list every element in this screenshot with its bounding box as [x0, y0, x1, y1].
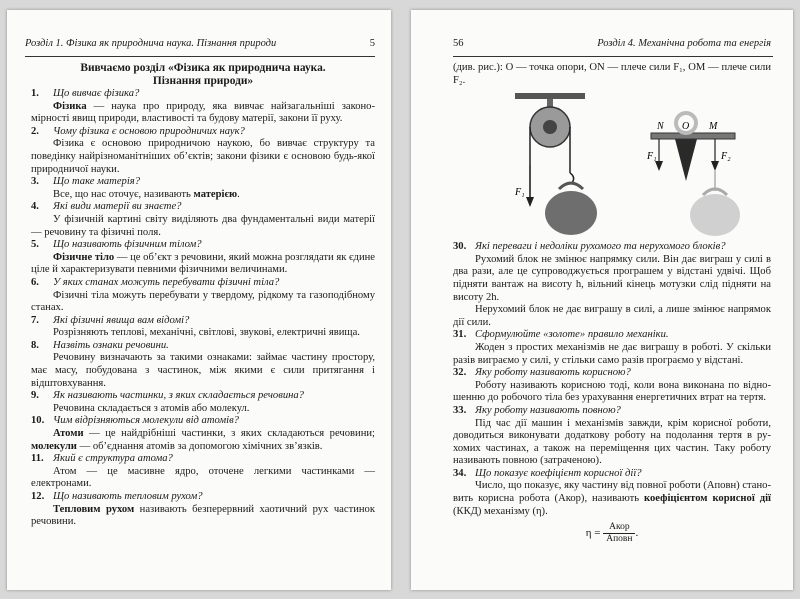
lever-force-f1-head	[655, 161, 663, 171]
pulley-lever-figure	[453, 91, 771, 239]
question-34: 34. Що показує коефіцієнт корисної дії?	[453, 467, 642, 479]
answer-30-p2: Нерухомий блок не дає виграшу в силі, а лише змінює напрямок дії сили.	[453, 304, 771, 328]
page-number: 56	[453, 38, 464, 49]
label-m: M	[709, 121, 718, 133]
answer-8: Речовину визначають за такими ознаками: займає частину простору, має масу, побудована з частинок, між якими є сили притягання і відштовхування.	[31, 352, 375, 389]
label-o: O	[682, 121, 690, 133]
question-1: 1. Що вивчає фізика?	[31, 88, 140, 99]
lever-weight	[690, 194, 740, 236]
lever-bar	[651, 133, 735, 139]
question-9: 9. Як називають частинки, з яких складається речовина?	[31, 390, 304, 402]
question-12: 12. Що називають тепловим рухом?	[31, 491, 203, 502]
question-33: 33. Яку роботу називають повною?	[453, 404, 621, 416]
efficiency-formula: η = $\frac{\text{Aкор}}{\text{Aповн}}$ .	[585, 522, 639, 545]
question-32: 32. Яку роботу називають корисною?	[453, 367, 631, 379]
answer-5: Фізичне тіло — це об’єкт з речовини, який можна розглядати як єдине ціле й характеризувати певними фізичними величинами.	[31, 251, 375, 276]
pulley-axle	[543, 120, 557, 134]
answer-11: Атом — це масивне ядро, оточене легкими частинками — електронами.	[31, 465, 375, 490]
label-n: N	[657, 121, 664, 133]
figure-svg	[453, 91, 771, 239]
question-8: 8. Назвіть ознаки речовини.	[31, 339, 169, 351]
right-body	[453, 62, 771, 545]
answer-10: Атоми — це найдрібніші частинки, з яких складаються речовини; молекули — об’єднання атомів за допомогою хімічних зв’язків.	[31, 428, 375, 452]
weight-handle	[559, 183, 583, 189]
figure-caption-text: (див. рис.): O — точка опори, ON — плече сили F₁, OM — плече сили F₂.	[453, 62, 771, 86]
question-30: 30. Які переваги і недоліки рухомого та нерухомого блоків?	[453, 241, 726, 253]
answer-33: Під час дії машин і механізмів завжди, крім корисної роботи, доводиться виконувати додаткову роботу на подолання тертя в рухомих частинах, а також на переміщення цих частин. Таку роботу називають повною (затраченою).	[453, 417, 771, 467]
label-f2: F₂	[721, 151, 731, 163]
question-10: 10. Чим відрізняються молекули від атомів?	[31, 415, 239, 427]
answer-7: Розрізняють теплові, механічні, світлові, звукові, електричні явища.	[53, 327, 360, 339]
question-2: 2. Чому фізика є основою природничих наук?	[31, 125, 245, 137]
running-header-title: Розділ 1. Фізика як природнича наука. Пізнання природи	[25, 38, 277, 49]
answer-34: Число, що показує, яку частину від повної роботи (Aповн) становить корисна робота (Aкор), називають коефіцієнтом корисної дії (ККД) механізму (η).	[453, 480, 771, 517]
answer-1: Фізика — наука про природу, яка вивчає найзагальніші закономірності явищ природи, властивості та будову матерії, закони її руху.	[31, 100, 375, 125]
lever-support	[675, 139, 697, 181]
answer-2: Фізика є основою природничою наукою, бо вивчає структуру та поведінку найрізноманітніших об’єктів; закони фізики є основою будь-якої природничої науки.	[31, 138, 375, 175]
answer-9: Речовина складається з атомів або молекул.	[53, 402, 250, 414]
force-arrow-head	[526, 197, 534, 207]
left-body	[31, 62, 375, 529]
header-rule	[25, 56, 375, 57]
question-3: 3. Що таке матерія?	[31, 176, 140, 188]
question-6: 6. У яких станах можуть перебувати фізичні тіла?	[31, 276, 280, 288]
answer-30-p1: Рухомий блок не змінює напрямку сили. Він дає виграш у силі в два рази, але це супроводжується програшем у відстані удвічі. Щоб підняти вантаж на висоту h, вільний кінець мотузки слід підняти на висоту 2h.	[453, 253, 771, 303]
left-page	[7, 10, 391, 590]
section-title: Вивчаємо розділ «Фізика як природнича наука. Пізнання природи»	[80, 62, 326, 87]
answer-12: Тепловим рухом називають безперервний хаотичний рух частинок речовини.	[31, 503, 375, 528]
right-page	[411, 10, 793, 590]
answer-4: У фізичній картині світу виділяють два фундаментальні види матерії — речовину та фізичні поля.	[31, 213, 375, 238]
answer-32: Роботу називають корисною тоді, коли вона виконана по відношенню до робочого тіла без урахування енергетичних втрат на тертя.	[453, 379, 771, 404]
running-header-title: Розділ 4. Механічна робота та енергія	[597, 38, 771, 49]
page-number: 5	[369, 38, 375, 49]
answer-3: Все, що нас оточує, називають матерією.	[53, 188, 240, 200]
ceiling-mount	[515, 93, 585, 99]
header-rule	[453, 56, 773, 57]
hook	[570, 173, 574, 183]
weight	[545, 191, 597, 235]
formula-fraction: $\frac{\text{Aкор}}{\text{Aповн}}$	[603, 522, 635, 545]
question-11: 11. Який є структура атома?	[31, 453, 173, 465]
question-31: 31. Сформулюйте «золоте» правило механіки.	[453, 329, 669, 341]
question-4: 4. Які види матерії ви знаєте?	[31, 201, 182, 213]
answer-31: Жоден з простих механізмів не дає виграшу в роботі. У скільки разів виграємо у силі, у стільки само разів програємо у відстані.	[453, 341, 771, 366]
label-f1-right: F₁	[647, 151, 657, 163]
answer-6: Фізичні тіла можуть перебувати у твердому, рідкому та газоподібному станах.	[31, 289, 375, 314]
label-f1-left: F₁	[515, 187, 525, 199]
question-5: 5. Що називають фізичним тілом?	[31, 239, 202, 251]
lever-force-f2-head	[711, 161, 719, 171]
question-7: 7. Які фізичні явища вам відомі?	[31, 314, 190, 326]
